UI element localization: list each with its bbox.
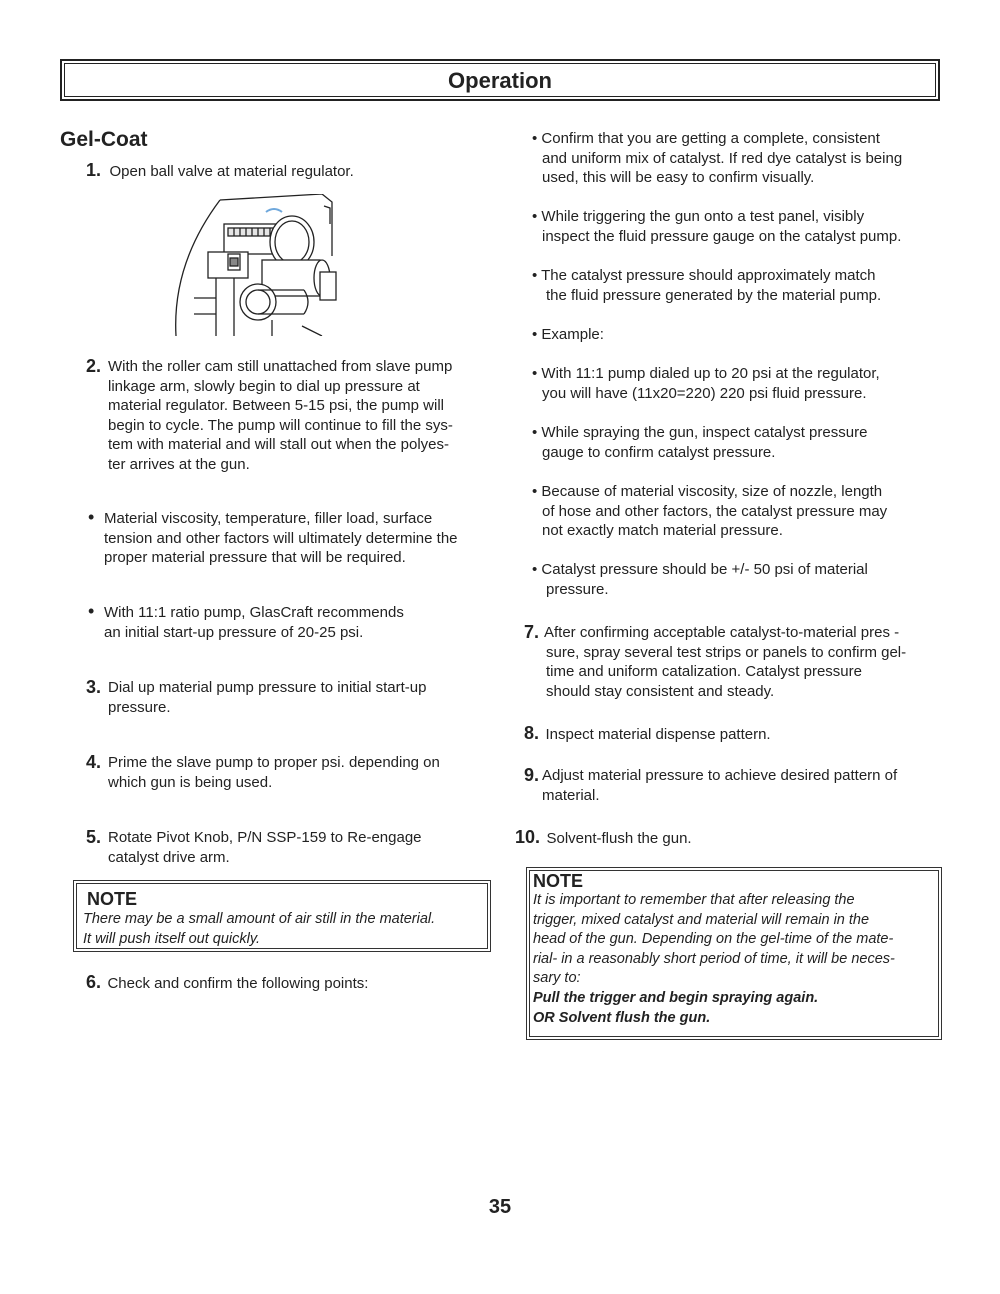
step-3: 3. Dial up material pump pressure to initial start-up pressure. [86,677,427,716]
bullet-viscosity-factors: • Because of material viscosity, size of nozzle, length of hose and other factors, the catalyst pressure may not exactly match material pressure. [532,483,888,540]
bullet-test-panel: • While triggering the gun onto a test panel, visibly inspect the fluid pressure gauge on the catalyst pump. [532,208,902,245]
note-title: NOTE [533,871,584,891]
step-6 [86,972,368,994]
bullet-catalyst-range: • Catalyst pressure should be +/- 50 psi of material pressure. [532,561,868,598]
step-7: 7. After confirming acceptable catalyst-to-material pres - sure, spray several test strips or panels to confirm gel- time and uniform catalization. Catalyst pressure should stay consistent and steady. [524,622,907,700]
note-box-left [73,880,491,952]
step-number: 6. [86,972,102,992]
step-number: 4. [86,752,102,772]
bullet-material-viscosity: • Material viscosity, temperature, filler load, surface tension and other factors will ultimately determine the proper material pressure that will be required. [88,507,458,567]
ball-valve-illustration [172,194,352,336]
step-10 [515,827,692,849]
bullet-dot: • [88,601,95,621]
step-1 [86,160,354,182]
note-box-right [526,867,942,1040]
page-number: 35 [488,1196,512,1218]
step-number: 5. [86,827,102,847]
bullet-spraying: • While spraying the gun, inspect catalyst pressure gauge to confirm catalyst pressure. [532,424,868,461]
bullet-pressure-match: • The catalyst pressure should approximately match the fluid pressure generated by the material pump. [532,267,882,304]
page-title: Operation [448,68,552,93]
step-text: Open ball valve at material regulator. [109,163,354,180]
step-5: 5. Rotate Pivot Knob, P/N SSP-159 to Re-engage catalyst drive arm. [86,827,422,866]
step-8 [524,723,771,745]
bullet-dot: • [88,507,95,527]
step-9: 9. Adjust material pressure to achieve desired pattern of material. [524,765,898,804]
bullet-example: • Example: [532,326,604,343]
bullet-pump-example: • With 11:1 pump dialed up to 20 psi at the regulator, you will have (11x20=220) 220 psi fluid pressure. [532,365,880,402]
step-4: 4. Prime the slave pump to proper psi. depending on which gun is being used. [86,752,440,791]
step-2 [86,356,453,475]
step-number: 10. [515,827,541,847]
step-text: Check and confirm the following points: [107,975,369,992]
note-body: There may be a small amount of air still in the material. It will push itself out quickly. [83,911,436,947]
step-number: 9. [524,765,540,785]
step-number: 2. [86,356,102,376]
note-title: NOTE [87,889,138,909]
step-number: 3. [86,677,102,697]
note-emphasis: OR Solvent flush the gun. [533,1009,711,1026]
note-body: It is important to remember that after releasing the trigger, mixed catalyst and material will remain in the head of the gun. Depending on the gel-time of the mate- rial- in a reasonably short period of time, it will be neces- sary to: Pull the trigger and begin spraying again. OR Solvent flush the gun. [533,891,895,1028]
step-text: Solvent-flush the gun. [546,830,692,847]
bullet-confirm-mix: • Confirm that you are getting a complete, consistent and uniform mix of catalyst. If red dye catalyst is being used, this will be easy to confirm visually. [532,130,903,187]
step-text: With the roller cam still unattached from slave pump linkage arm, slowly begin to dial up pressure at material regulator. Between 5-15 psi, the pump will begin to cycle. The pump will continue to fill the sys- tem with material and will stall out when the polyes- ter arrives at the gun. [108,358,453,473]
step-number: 1. [86,160,102,180]
bullet-startup-pressure: • With 11:1 ratio pump, GlasCraft recommends an initial start-up pressure of 20-25 psi. [88,601,404,641]
section-title: Gel-Coat [60,128,148,151]
note-emphasis: Pull the trigger and begin spraying again. [533,989,819,1006]
step-number: 7. [524,622,540,642]
step-number: 8. [524,723,540,743]
step-text: Inspect material dispense pattern. [545,726,771,743]
